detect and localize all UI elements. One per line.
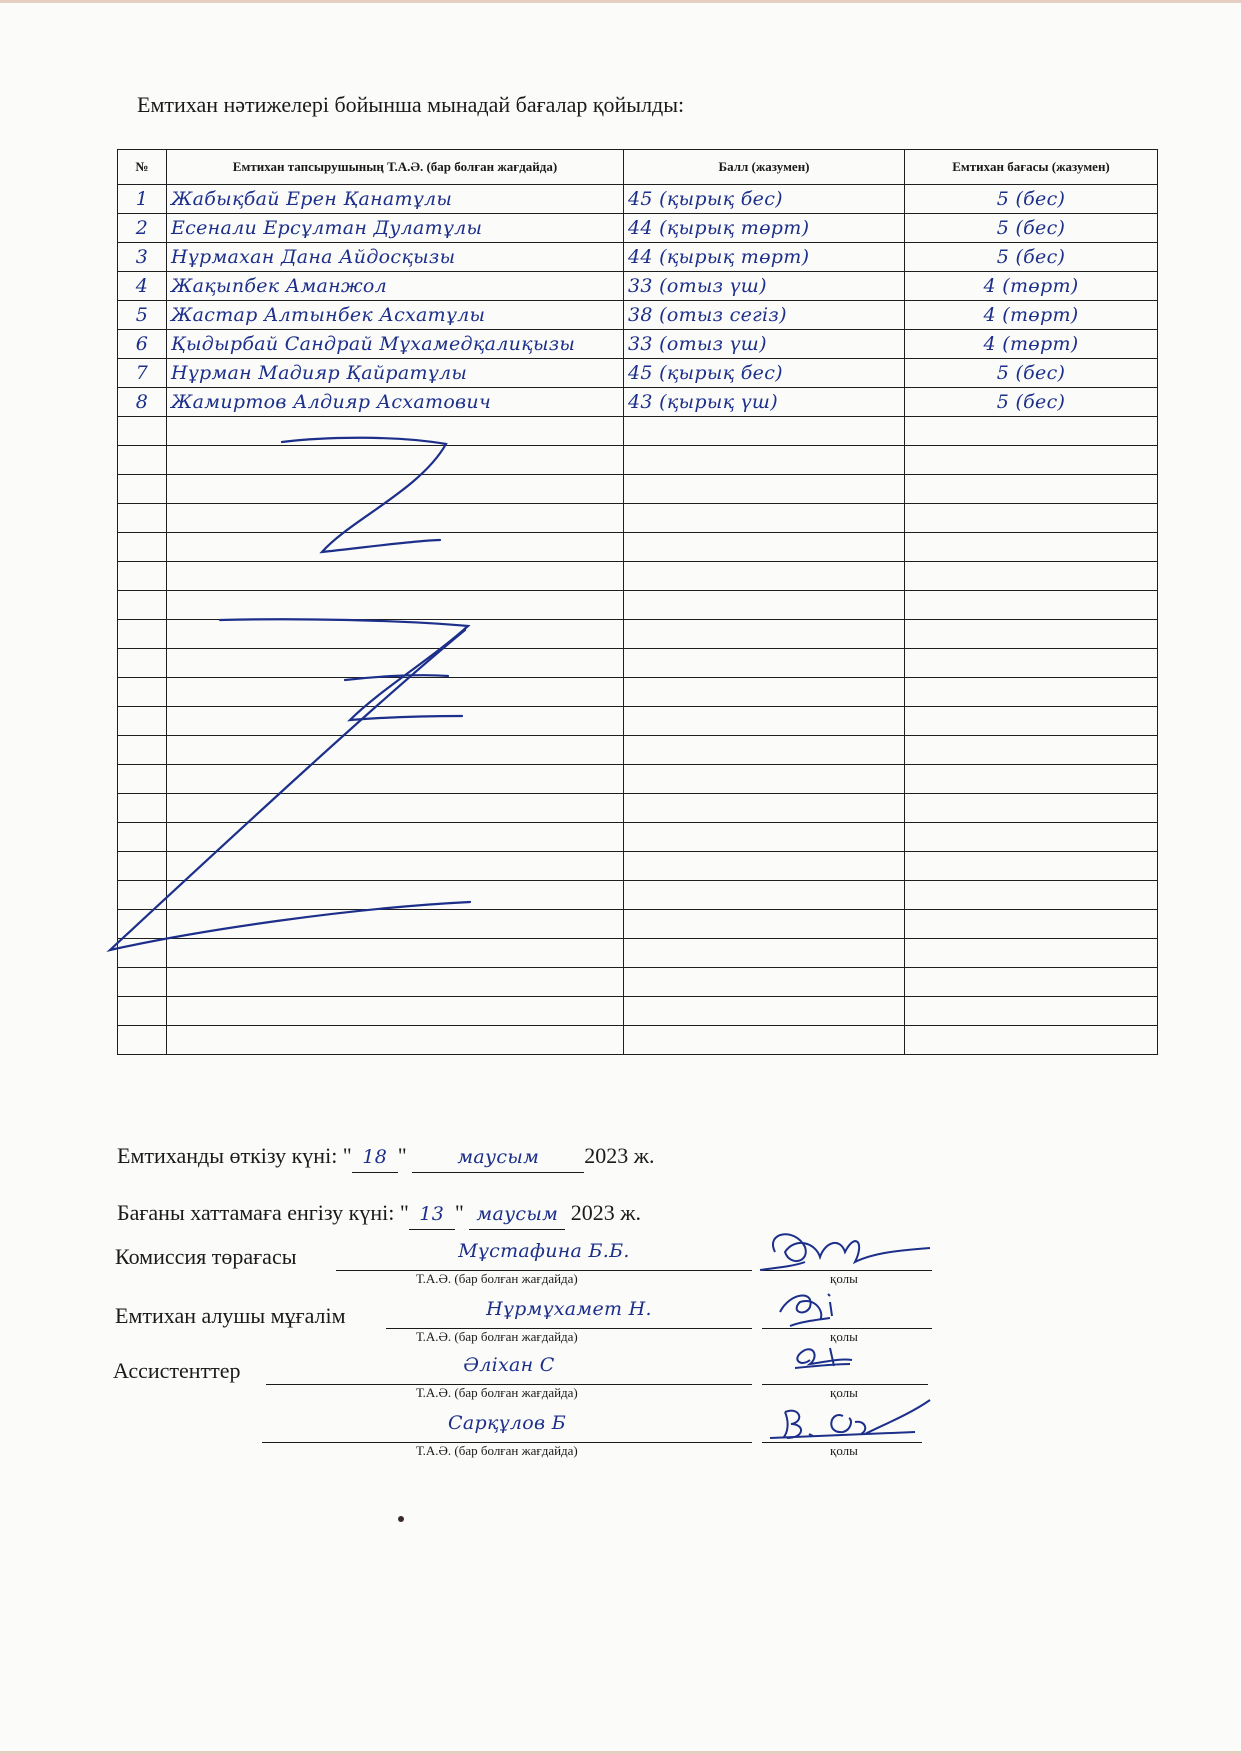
empty-cell	[624, 997, 905, 1026]
empty-table-row	[118, 591, 1158, 620]
empty-cell	[624, 504, 905, 533]
empty-cell	[905, 504, 1158, 533]
table-row	[118, 388, 1158, 417]
row-name: Жамиртов Алдияр Асхатович	[167, 388, 624, 417]
row-score: 45 (қырық бес)	[624, 185, 905, 214]
row-name: Жақыпбек Аманжол	[167, 272, 624, 301]
exam-date-label: Емтиханды өткізу күні: "	[117, 1143, 352, 1168]
teacher-signature	[770, 1282, 870, 1332]
empty-cell	[118, 910, 167, 939]
header-name: Емтихан тапсырушының Т.А.Ә. (бар болған жағдайда)	[167, 150, 624, 185]
row-grade: 5 (бес)	[905, 185, 1158, 214]
table-row	[118, 243, 1158, 272]
empty-cell	[118, 591, 167, 620]
empty-table-row	[118, 736, 1158, 765]
ink-dot	[398, 1516, 404, 1522]
row-name: Жабықбай Ерен Қанатұлы	[167, 185, 624, 214]
empty-cell	[118, 736, 167, 765]
row-score: 33 (отыз үш)	[624, 330, 905, 359]
empty-cell	[624, 707, 905, 736]
page-heading: Емтихан нәтижелері бойынша мынадай бағалар қойылды:	[137, 92, 685, 117]
empty-cell	[118, 707, 167, 736]
empty-cell	[167, 678, 624, 707]
row-grade: 5 (бес)	[905, 359, 1158, 388]
header-grade: Емтихан бағасы (жазумен)	[905, 150, 1158, 185]
empty-cell	[118, 649, 167, 678]
empty-cell	[624, 1026, 905, 1055]
empty-cell	[118, 765, 167, 794]
row-grade: 4 (төрт)	[905, 272, 1158, 301]
empty-cell	[118, 504, 167, 533]
empty-cell	[167, 649, 624, 678]
assistant2-signature	[765, 1394, 935, 1450]
empty-cell	[905, 968, 1158, 997]
row-number: 2	[118, 214, 167, 243]
row-score: 33 (отыз үш)	[624, 272, 905, 301]
empty-cell	[905, 446, 1158, 475]
empty-cell	[167, 823, 624, 852]
empty-cell	[624, 823, 905, 852]
empty-cell	[905, 939, 1158, 968]
empty-table-row	[118, 417, 1158, 446]
table-body	[118, 185, 1158, 1055]
table-row	[118, 359, 1158, 388]
empty-cell	[905, 736, 1158, 765]
empty-cell	[905, 649, 1158, 678]
empty-table-row	[118, 881, 1158, 910]
empty-cell	[905, 591, 1158, 620]
empty-table-row	[118, 649, 1158, 678]
row-number: 8	[118, 388, 167, 417]
empty-table-row	[118, 504, 1158, 533]
empty-cell	[167, 1026, 624, 1055]
empty-cell	[118, 997, 167, 1026]
row-name: Нұрмахан Дана Айдосқызы	[167, 243, 624, 272]
empty-cell	[167, 765, 624, 794]
row-score: 38 (отыз сегіз)	[624, 301, 905, 330]
empty-cell	[624, 881, 905, 910]
empty-cell	[118, 852, 167, 881]
empty-cell	[167, 939, 624, 968]
empty-cell	[905, 533, 1158, 562]
row-score: 44 (қырық төрт)	[624, 243, 905, 272]
teacher-label: Емтихан алушы мұғалім	[115, 1303, 346, 1328]
chair-sign-caption: қолы	[830, 1271, 858, 1286]
empty-table-row	[118, 562, 1158, 591]
empty-cell	[905, 678, 1158, 707]
empty-table-row	[118, 794, 1158, 823]
empty-cell	[167, 475, 624, 504]
chair-label: Комиссия төрағасы	[115, 1244, 297, 1269]
results-table	[117, 149, 1158, 1055]
empty-cell	[624, 939, 905, 968]
empty-table-row	[118, 968, 1158, 997]
empty-cell	[905, 562, 1158, 591]
empty-cell	[118, 823, 167, 852]
empty-table-row	[118, 852, 1158, 881]
empty-cell	[167, 446, 624, 475]
empty-cell	[167, 997, 624, 1026]
empty-table-row	[118, 707, 1158, 736]
empty-cell	[624, 968, 905, 997]
empty-cell	[624, 562, 905, 591]
empty-cell	[905, 910, 1158, 939]
record-date-day: 13	[409, 1203, 455, 1230]
empty-cell	[624, 620, 905, 649]
empty-cell	[167, 794, 624, 823]
empty-cell	[905, 475, 1158, 504]
row-score: 45 (қырық бес)	[624, 359, 905, 388]
empty-cell	[905, 1026, 1158, 1055]
empty-table-row	[118, 939, 1158, 968]
empty-cell	[167, 736, 624, 765]
teacher-name-caption: Т.А.Ә. (бар болған жағдайда)	[416, 1329, 578, 1344]
row-grade: 5 (бес)	[905, 243, 1158, 272]
empty-cell	[167, 417, 624, 446]
empty-table-row	[118, 997, 1158, 1026]
row-score: 44 (қырық төрт)	[624, 214, 905, 243]
header-number: №	[118, 150, 167, 185]
empty-table-row	[118, 678, 1158, 707]
empty-cell	[167, 533, 624, 562]
table-row	[118, 272, 1158, 301]
empty-table-row	[118, 910, 1158, 939]
row-grade: 4 (төрт)	[905, 301, 1158, 330]
header-score: Балл (жазумен)	[624, 150, 905, 185]
assistant2-name: Сарқұлов Б	[262, 1412, 752, 1443]
empty-cell	[118, 881, 167, 910]
empty-cell	[624, 649, 905, 678]
empty-cell	[624, 765, 905, 794]
row-name: Жастар Алтынбек Асхатұлы	[167, 301, 624, 330]
empty-cell	[118, 794, 167, 823]
exam-date-month: маусым	[412, 1146, 584, 1173]
row-number: 7	[118, 359, 167, 388]
empty-table-row	[118, 765, 1158, 794]
chair-signature	[755, 1222, 935, 1282]
empty-cell	[905, 881, 1158, 910]
row-name: Есенали Ерсұлтан Дулатұлы	[167, 214, 624, 243]
empty-cell	[167, 707, 624, 736]
row-number: 6	[118, 330, 167, 359]
empty-cell	[905, 620, 1158, 649]
empty-cell	[905, 997, 1158, 1026]
empty-cell	[167, 620, 624, 649]
row-grade: 5 (бес)	[905, 388, 1158, 417]
empty-table-row	[118, 533, 1158, 562]
empty-table-row	[118, 823, 1158, 852]
chair-name-caption: Т.А.Ә. (бар болған жағдайда)	[416, 1271, 578, 1286]
empty-cell	[905, 823, 1158, 852]
table-header-row	[118, 150, 1158, 185]
empty-cell	[118, 1026, 167, 1055]
empty-cell	[167, 504, 624, 533]
record-date-label: Бағаны хаттамаға енгізу күні: "	[117, 1200, 409, 1225]
empty-cell	[118, 562, 167, 591]
table-row	[118, 214, 1158, 243]
exam-date-day: 18	[352, 1146, 398, 1173]
empty-cell	[624, 910, 905, 939]
empty-cell	[624, 446, 905, 475]
empty-cell	[624, 852, 905, 881]
row-grade: 5 (бес)	[905, 214, 1158, 243]
row-name: Нұрман Мадияр Қайратұлы	[167, 359, 624, 388]
empty-cell	[118, 446, 167, 475]
empty-table-row	[118, 620, 1158, 649]
empty-cell	[905, 852, 1158, 881]
empty-cell	[905, 794, 1158, 823]
teacher-name: Нұрмұхамет Н.	[386, 1298, 752, 1329]
empty-cell	[167, 852, 624, 881]
row-score: 43 (қырық үш)	[624, 388, 905, 417]
assistant2-name-caption: Т.А.Ә. (бар болған жағдайда)	[416, 1443, 578, 1458]
empty-table-row	[118, 475, 1158, 504]
record-date-line	[117, 1200, 641, 1230]
empty-cell	[624, 736, 905, 765]
empty-table-row	[118, 1026, 1158, 1055]
top-edge	[0, 0, 1241, 3]
empty-cell	[167, 562, 624, 591]
exam-date-quote: "	[397, 1143, 407, 1168]
table-row	[118, 301, 1158, 330]
empty-cell	[624, 591, 905, 620]
exam-date-year: 2023 ж.	[584, 1143, 655, 1168]
row-number: 4	[118, 272, 167, 301]
empty-cell	[624, 475, 905, 504]
empty-cell	[905, 765, 1158, 794]
empty-cell	[118, 417, 167, 446]
empty-cell	[118, 620, 167, 649]
assistants-label: Ассистенттер	[113, 1358, 241, 1383]
empty-cell	[905, 707, 1158, 736]
empty-cell	[118, 678, 167, 707]
record-date-year: 2023 ж.	[570, 1200, 641, 1225]
empty-cell	[167, 881, 624, 910]
assistant1-name: Әліхан С	[266, 1354, 752, 1385]
empty-cell	[167, 968, 624, 997]
row-grade: 4 (төрт)	[905, 330, 1158, 359]
empty-cell	[118, 968, 167, 997]
empty-cell	[624, 533, 905, 562]
empty-cell	[118, 533, 167, 562]
row-number: 1	[118, 185, 167, 214]
exam-date-line	[117, 1143, 654, 1173]
empty-cell	[624, 417, 905, 446]
row-name: Қыдырбай Сандрай Мұхамедқалиқызы	[167, 330, 624, 359]
empty-cell	[624, 678, 905, 707]
empty-cell	[118, 475, 167, 504]
assistant2-sign-caption: қолы	[830, 1443, 858, 1458]
assistant1-name-caption: Т.А.Ә. (бар болған жағдайда)	[416, 1385, 578, 1400]
empty-table-row	[118, 446, 1158, 475]
record-date-quote: "	[454, 1200, 464, 1225]
assistant1-signature	[780, 1338, 870, 1382]
assistant1-sign-caption: қолы	[830, 1385, 858, 1400]
empty-cell	[167, 591, 624, 620]
table-row	[118, 185, 1158, 214]
empty-cell	[167, 910, 624, 939]
chair-name: Мұстафина Б.Б.	[336, 1240, 752, 1271]
row-number: 5	[118, 301, 167, 330]
empty-cell	[905, 417, 1158, 446]
empty-cell	[624, 794, 905, 823]
empty-cell	[118, 939, 167, 968]
table-row	[118, 330, 1158, 359]
teacher-sign-caption: қолы	[830, 1329, 858, 1344]
record-date-month: маусым	[469, 1203, 565, 1230]
row-number: 3	[118, 243, 167, 272]
